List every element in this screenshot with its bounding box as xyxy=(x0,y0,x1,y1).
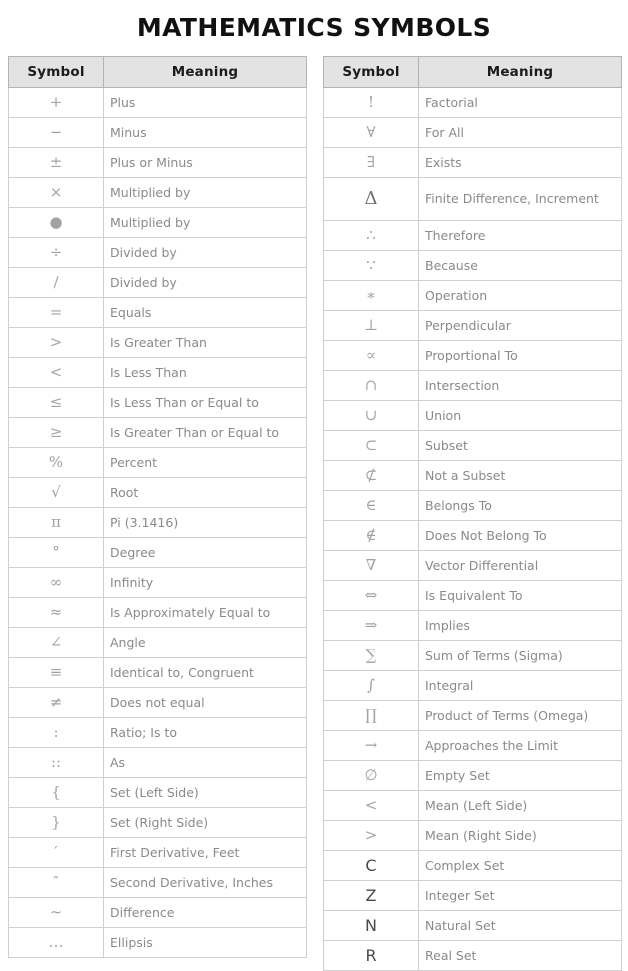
symbol-cell: ∩ xyxy=(324,371,419,401)
symbol-cell: > xyxy=(9,328,104,358)
column-header-meaning: Meaning xyxy=(419,57,622,88)
symbol-cell: ∴ xyxy=(324,221,419,251)
left-table-head xyxy=(9,57,307,88)
meaning-cell: Real Set xyxy=(419,941,622,971)
table-row xyxy=(9,628,307,658)
meaning-cell: Infinity xyxy=(104,568,307,598)
meaning-cell: Is Equivalent To xyxy=(419,581,622,611)
symbol-cell: + xyxy=(9,88,104,118)
table-row xyxy=(324,581,622,611)
table-row xyxy=(324,491,622,521)
table-row xyxy=(324,341,622,371)
meaning-cell: Is Less Than xyxy=(104,358,307,388)
left-symbol-table xyxy=(8,56,307,958)
table-row xyxy=(324,821,622,851)
meaning-cell: Because xyxy=(419,251,622,281)
right-symbol-table xyxy=(323,56,622,971)
meaning-cell: Factorial xyxy=(419,88,622,118)
symbol-cell: √ xyxy=(9,478,104,508)
symbol-cell: ⊄ xyxy=(324,461,419,491)
symbol-cell: Z xyxy=(324,881,419,911)
meaning-cell: Vector Differential xyxy=(419,551,622,581)
symbol-cell: N xyxy=(324,911,419,941)
table-row xyxy=(324,178,622,221)
meaning-cell: Root xyxy=(104,478,307,508)
symbol-cell: ≥ xyxy=(9,418,104,448)
table-row xyxy=(9,208,307,238)
table-row xyxy=(9,658,307,688)
meaning-cell: Empty Set xyxy=(419,761,622,791)
meaning-cell: For All xyxy=(419,118,622,148)
symbol-cell: → xyxy=(324,731,419,761)
table-row xyxy=(9,778,307,808)
table-row xyxy=(324,148,622,178)
table-row xyxy=(324,251,622,281)
symbol-cell: ∃ xyxy=(324,148,419,178)
right-table-head xyxy=(324,57,622,88)
symbol-cell: ! xyxy=(324,88,419,118)
table-row xyxy=(9,868,307,898)
table-row xyxy=(9,838,307,868)
table-row xyxy=(9,478,307,508)
symbol-cell: ⊥ xyxy=(324,311,419,341)
meaning-cell: Pi (3.1416) xyxy=(104,508,307,538)
meaning-cell: Subset xyxy=(419,431,622,461)
symbol-cell: ∼ xyxy=(9,898,104,928)
meaning-cell: Is Greater Than xyxy=(104,328,307,358)
table-row xyxy=(324,551,622,581)
table-row xyxy=(9,928,307,958)
meaning-cell: As xyxy=(104,748,307,778)
symbol-cell: − xyxy=(9,118,104,148)
table-row xyxy=(9,448,307,478)
meaning-cell: Is Approximately Equal to xyxy=(104,598,307,628)
symbol-cell: : xyxy=(9,718,104,748)
symbol-cell: π xyxy=(9,508,104,538)
table-row xyxy=(324,401,622,431)
table-row xyxy=(324,371,622,401)
meaning-cell: Percent xyxy=(104,448,307,478)
symbol-cell: :: xyxy=(9,748,104,778)
symbol-cell: { xyxy=(9,778,104,808)
table-row xyxy=(324,88,622,118)
meaning-cell: Therefore xyxy=(419,221,622,251)
symbol-cell: ∝ xyxy=(324,341,419,371)
symbol-cell: } xyxy=(9,808,104,838)
symbol-cell: ° xyxy=(9,538,104,568)
meaning-cell: Degree xyxy=(104,538,307,568)
symbol-cell: ± xyxy=(9,148,104,178)
table-row xyxy=(9,718,307,748)
meaning-cell: Is Greater Than or Equal to xyxy=(104,418,307,448)
table-row xyxy=(9,328,307,358)
symbol-cell: ≈ xyxy=(9,598,104,628)
table-row xyxy=(324,941,622,971)
meaning-cell: Sum of Terms (Sigma) xyxy=(419,641,622,671)
meaning-cell: Mean (Left Side) xyxy=(419,791,622,821)
symbol-cell: ∞ xyxy=(9,568,104,598)
meaning-cell: Perpendicular xyxy=(419,311,622,341)
table-row xyxy=(9,418,307,448)
symbol-cell: ∫ xyxy=(324,671,419,701)
table-row xyxy=(324,611,622,641)
table-row xyxy=(324,791,622,821)
table-row xyxy=(9,538,307,568)
table-row xyxy=(324,461,622,491)
meaning-cell: Does not equal xyxy=(104,688,307,718)
meaning-cell: Identical to, Congruent xyxy=(104,658,307,688)
table-header-row xyxy=(324,57,622,88)
symbol-tables-container xyxy=(0,46,628,971)
table-row xyxy=(324,281,622,311)
table-row xyxy=(324,851,622,881)
meaning-cell: Implies xyxy=(419,611,622,641)
symbol-cell: ≠ xyxy=(9,688,104,718)
table-row xyxy=(9,748,307,778)
table-row xyxy=(9,118,307,148)
symbol-cell: ⇔ xyxy=(324,581,419,611)
table-row xyxy=(324,731,622,761)
symbol-cell: < xyxy=(324,791,419,821)
meaning-cell: Integer Set xyxy=(419,881,622,911)
symbol-cell: ÷ xyxy=(9,238,104,268)
table-row xyxy=(324,671,622,701)
symbol-cell: C xyxy=(324,851,419,881)
symbol-cell: ∀ xyxy=(324,118,419,148)
table-row xyxy=(9,688,307,718)
symbol-cell: ∉ xyxy=(324,521,419,551)
table-row xyxy=(324,641,622,671)
symbol-cell: ≤ xyxy=(9,388,104,418)
symbol-cell: / xyxy=(9,268,104,298)
meaning-cell: Natural Set xyxy=(419,911,622,941)
symbol-cell: ∏ xyxy=(324,701,419,731)
symbol-cell: ″ xyxy=(9,868,104,898)
table-header-row xyxy=(9,57,307,88)
meaning-cell: Difference xyxy=(104,898,307,928)
meaning-cell: Equals xyxy=(104,298,307,328)
meaning-cell: First Derivative, Feet xyxy=(104,838,307,868)
left-table-body xyxy=(9,88,307,958)
meaning-cell: Belongs To xyxy=(419,491,622,521)
symbol-cell: ● xyxy=(9,208,104,238)
symbol-cell: % xyxy=(9,448,104,478)
meaning-cell: Finite Difference, Increment xyxy=(419,178,622,221)
table-row xyxy=(9,568,307,598)
symbol-cell: ∵ xyxy=(324,251,419,281)
column-header-symbol: Symbol xyxy=(324,57,419,88)
table-row xyxy=(9,178,307,208)
right-table-body xyxy=(324,88,622,971)
symbol-cell: ′ xyxy=(9,838,104,868)
table-row xyxy=(9,508,307,538)
meaning-cell: Mean (Right Side) xyxy=(419,821,622,851)
symbol-cell: Δ xyxy=(324,178,419,221)
symbol-cell: × xyxy=(9,178,104,208)
table-row xyxy=(324,311,622,341)
symbol-cell: ∗ xyxy=(324,281,419,311)
table-row xyxy=(9,268,307,298)
meaning-cell: Minus xyxy=(104,118,307,148)
meaning-cell: Angle xyxy=(104,628,307,658)
table-row xyxy=(9,358,307,388)
table-row xyxy=(9,238,307,268)
table-row xyxy=(324,118,622,148)
meaning-cell: Plus xyxy=(104,88,307,118)
meaning-cell: Set (Left Side) xyxy=(104,778,307,808)
meaning-cell: Exists xyxy=(419,148,622,178)
meaning-cell: Product of Terms (Omega) xyxy=(419,701,622,731)
meaning-cell: Not a Subset xyxy=(419,461,622,491)
meaning-cell: Complex Set xyxy=(419,851,622,881)
table-row xyxy=(9,598,307,628)
table-row xyxy=(324,521,622,551)
column-header-symbol: Symbol xyxy=(9,57,104,88)
meaning-cell: Intersection xyxy=(419,371,622,401)
symbol-cell: ∪ xyxy=(324,401,419,431)
meaning-cell: Divided by xyxy=(104,268,307,298)
table-row xyxy=(9,88,307,118)
symbol-cell: ⊂ xyxy=(324,431,419,461)
meaning-cell: Does Not Belong To xyxy=(419,521,622,551)
table-row xyxy=(324,701,622,731)
meaning-cell: Plus or Minus xyxy=(104,148,307,178)
table-row xyxy=(9,808,307,838)
symbol-cell: = xyxy=(9,298,104,328)
meaning-cell: Second Derivative, Inches xyxy=(104,868,307,898)
symbol-cell: < xyxy=(9,358,104,388)
meaning-cell: Divided by xyxy=(104,238,307,268)
meaning-cell: Operation xyxy=(419,281,622,311)
table-row xyxy=(9,148,307,178)
symbol-cell: ∠ xyxy=(9,628,104,658)
table-row xyxy=(9,298,307,328)
meaning-cell: Union xyxy=(419,401,622,431)
symbol-cell: ≡ xyxy=(9,658,104,688)
table-row xyxy=(324,221,622,251)
table-row xyxy=(324,761,622,791)
column-header-meaning: Meaning xyxy=(104,57,307,88)
symbol-cell: ⇒ xyxy=(324,611,419,641)
meaning-cell: Proportional To xyxy=(419,341,622,371)
symbol-cell: ∅ xyxy=(324,761,419,791)
symbol-cell: R xyxy=(324,941,419,971)
meaning-cell: Set (Right Side) xyxy=(104,808,307,838)
meaning-cell: Is Less Than or Equal to xyxy=(104,388,307,418)
table-row xyxy=(9,388,307,418)
page-title: MATHEMATICS SYMBOLS xyxy=(136,13,492,42)
meaning-cell: Multiplied by xyxy=(104,208,307,238)
meaning-cell: Ellipsis xyxy=(104,928,307,958)
table-row xyxy=(324,881,622,911)
symbol-cell: ∈ xyxy=(324,491,419,521)
table-row xyxy=(9,898,307,928)
symbol-cell: ∇ xyxy=(324,551,419,581)
meaning-cell: Integral xyxy=(419,671,622,701)
table-row xyxy=(324,911,622,941)
table-row xyxy=(324,431,622,461)
meaning-cell: Multiplied by xyxy=(104,178,307,208)
symbol-cell: > xyxy=(324,821,419,851)
meaning-cell: Approaches the Limit xyxy=(419,731,622,761)
symbol-cell: … xyxy=(9,928,104,958)
meaning-cell: Ratio; Is to xyxy=(104,718,307,748)
symbol-cell: ∑ xyxy=(324,641,419,671)
